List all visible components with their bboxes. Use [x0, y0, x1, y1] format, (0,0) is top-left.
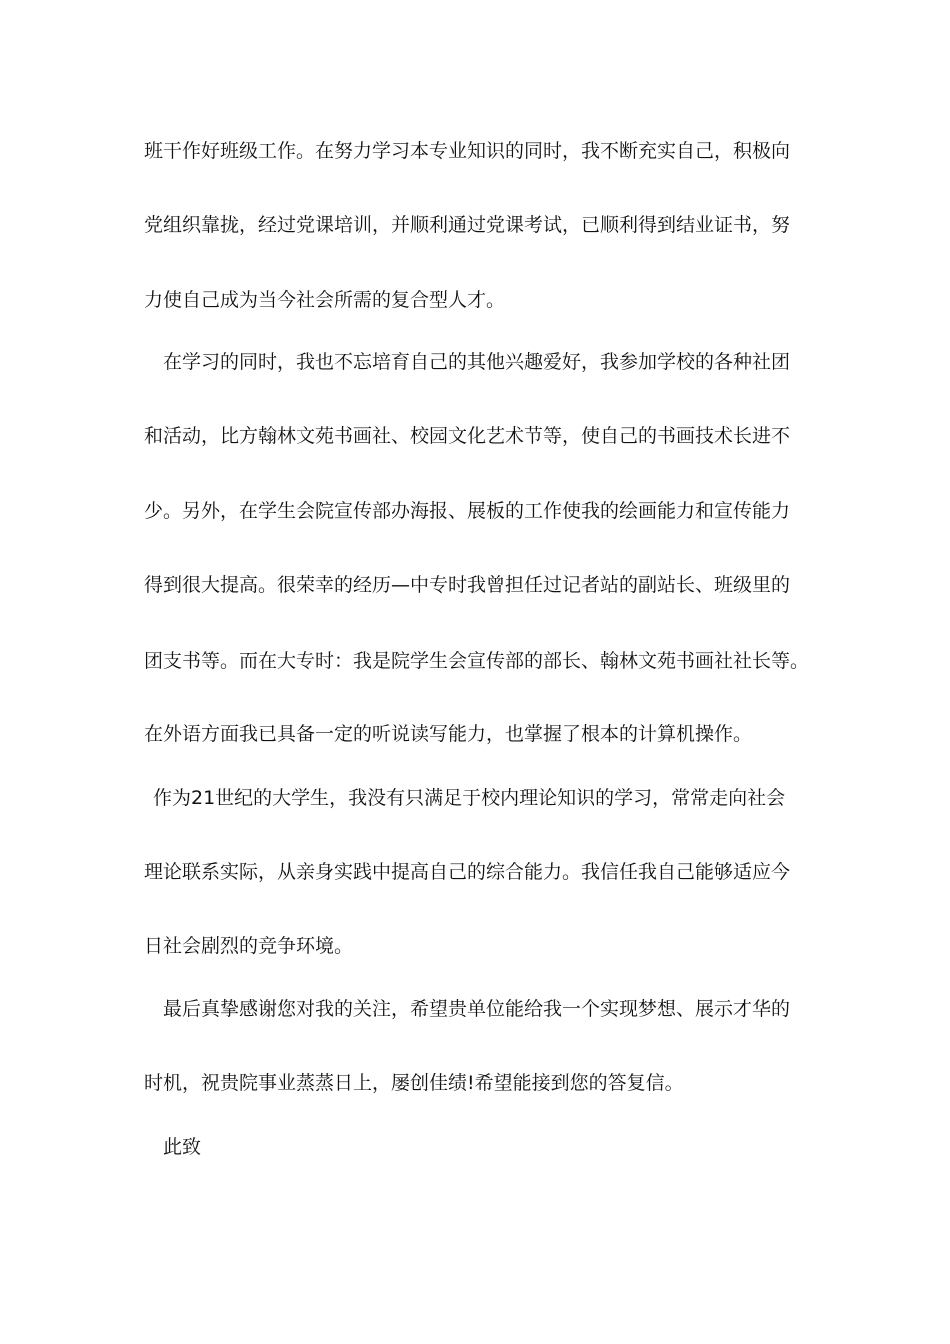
- text-line-5: 和活动，比方翰林文苑书画社、校园文化艺术节等，使自己的书画技术长进不: [144, 425, 791, 447]
- text-line-6: 少。另外，在学生会院宣传部办海报、展板的工作使我的绘画能力和宣传能力: [144, 500, 791, 522]
- text-line-3: 力使自己成为当今社会所需的复合型人才。: [144, 289, 506, 311]
- closing-salutation: 此致: [163, 1136, 202, 1158]
- text-line-12: 日社会剧烈的竞争环境。: [144, 935, 354, 957]
- text-line-2: 党组织靠拢，经过党课培训，并顺利通过党课考试，已顺利得到结业证书，努: [144, 214, 791, 236]
- text-line-11: 理论联系实际，从亲身实践中提高自己的综合能力。我信任我自己能够适应今: [144, 861, 791, 883]
- text-line-13: 最后真挚感谢您对我的关注，希望贵单位能给我一个实现梦想、展示才华的: [163, 998, 791, 1020]
- text-line-14: 时机，祝贵院事业蒸蒸日上，屡创佳绩!希望能接到您的答复信。: [144, 1072, 684, 1094]
- text-line-7: 得到很大提高。很荣幸的经历—中专时我曾担任过记者站的副站长、班级里的: [144, 574, 791, 596]
- text-line-4: 在学习的同时，我也不忘培育自己的其他兴趣爱好，我参加学校的各种社团: [163, 351, 791, 373]
- text-line-9: 在外语方面我已具备一定的听说读写能力，也掌握了根本的计算机操作。: [144, 723, 753, 745]
- text-line-8: 团支书等。而在大专时：我是院学生会宣传部的部长、翰林文苑书画社社长等。: [144, 650, 810, 672]
- text-line-1: 班干作好班级工作。在努力学习本专业知识的同时，我不断充实自己，积极向: [144, 140, 791, 162]
- text-line-10: 作为21世纪的大学生，我没有只满足于校内理论知识的学习，常常走向社会: [153, 787, 786, 809]
